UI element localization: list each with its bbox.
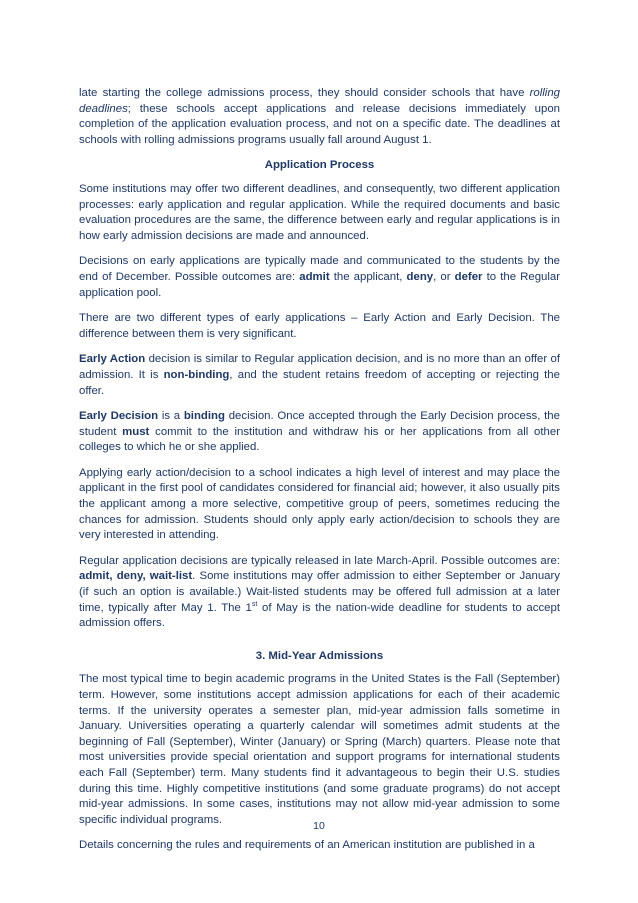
heading-application-process: Application Process xyxy=(264,159,375,172)
term-deny: deny xyxy=(116,570,143,583)
page-body xyxy=(79,86,560,864)
paragraph-regular-decisions xyxy=(79,554,560,632)
text-run: Regular application decisions are typically released in late March-April. Possible outcomes are: xyxy=(79,554,560,567)
paragraph-rolling-deadlines xyxy=(79,86,560,148)
term-admit: admit xyxy=(79,570,110,583)
heading-mid-year-admissions: 3. Mid-Year Admissions xyxy=(255,649,384,662)
text-run: commit to the institution and withdraw his or her applications from all other colleges to which he or she applied. xyxy=(79,425,560,454)
text-run: decision. Once accepted through the Early Decision process, the student xyxy=(79,410,560,438)
text-run: decision is similar to Regular application decision, and is no more than an offer of admission. It is xyxy=(79,353,560,381)
paragraph-early-action xyxy=(79,352,560,399)
term-admit: admit xyxy=(299,270,330,283)
text-run: late starting the college admissions process, they should consider schools that have xyxy=(79,87,530,99)
term-wait-list: wait-list xyxy=(149,570,193,583)
term-early-decision: Early Decision xyxy=(79,410,159,423)
rolling-deadlines-term: rolling deadlines xyxy=(79,87,560,115)
text-run: Decisions on early applications are typically made and communicated to the students by the end of December. Possible outcomes are: xyxy=(79,255,560,283)
text-run: , and the student retains freedom of accepting or rejecting the offer. xyxy=(79,368,560,397)
term-defer: defer xyxy=(454,270,483,283)
page-number: 10 xyxy=(313,820,325,832)
separator: , xyxy=(142,570,150,583)
text-run: the applicant, xyxy=(329,270,407,283)
text-run: ; these schools accept applications and release decisions immediately upon completion of the application evaluation process, and not on a specific date. The deadlines at schools with rolling admissions programs usually fall around August 1. xyxy=(79,102,560,146)
text-run: of May is the nation-wide deadline for students to accept admission offers. xyxy=(79,601,560,630)
term-must: must xyxy=(122,425,150,438)
text-run: . Some institutions may offer admission to either September or January (if such an option is available.) Wait-listed students may be offered full admission at a later time, typically after May 1. The 1 xyxy=(79,570,560,614)
paragraph-early-decision xyxy=(79,409,560,456)
term-non-binding: non-binding xyxy=(163,368,230,381)
term-deny: deny xyxy=(406,270,434,283)
text-run: is a xyxy=(158,410,184,423)
paragraph-mid-year: The most typical time to begin academic programs in the United States is the Fall (September) term. However, some institutions accept admission applications for each of their academic terms. If the university operates a semester plan, mid-year admission falls sometime in January. Universities operating a quarterly calendar will sometimes admit students at the beginning of Fall (September), Winter (January) or Spring (March) quarters. Please note that most universities provide special orientation and support programs for international students each Fall (September) term. Many students find it advantageous to begin their U.S. studies during this time. Highly competitive institutions (and some graduate programs) do not accept mid-year admissions. In some cases, institutions may not allow mid-year admission to some specific individual programs. xyxy=(79,673,560,826)
separator: , xyxy=(109,570,117,583)
term-binding: binding xyxy=(183,410,225,423)
text-run: to the Regular application pool. xyxy=(79,270,561,299)
paragraph-applying-early: Applying early action/decision to a school indicates a high level of interest and may place the applicant in the first pool of candidates considered for financial aid; however, it also usually pits the applicant among a more selective, competitive group of peers, sometimes reducing the chances for admission. Students should only apply early action/decision to schools they are very interested in attending. xyxy=(79,466,560,542)
paragraph-two-deadlines: Some institutions may offer two different deadlines, and consequently, two different application processes: early application and regular application. While the required documents and basic evaluation procedures are the same, the difference between early and regular applications is in how early admission decisions are made and announced. xyxy=(79,182,560,242)
paragraph-details: Details concerning the rules and requirements of an American institution are published in a xyxy=(79,839,535,852)
text-run: , or xyxy=(433,270,455,283)
paragraph-early-application-types: There are two different types of early applications – Early Action and Early Decision. The difference between them is very significant. xyxy=(79,312,560,340)
paragraph-early-decisions-outcomes xyxy=(79,254,560,301)
ordinal-suffix: st xyxy=(251,600,258,608)
term-early-action: Early Action xyxy=(79,353,146,366)
